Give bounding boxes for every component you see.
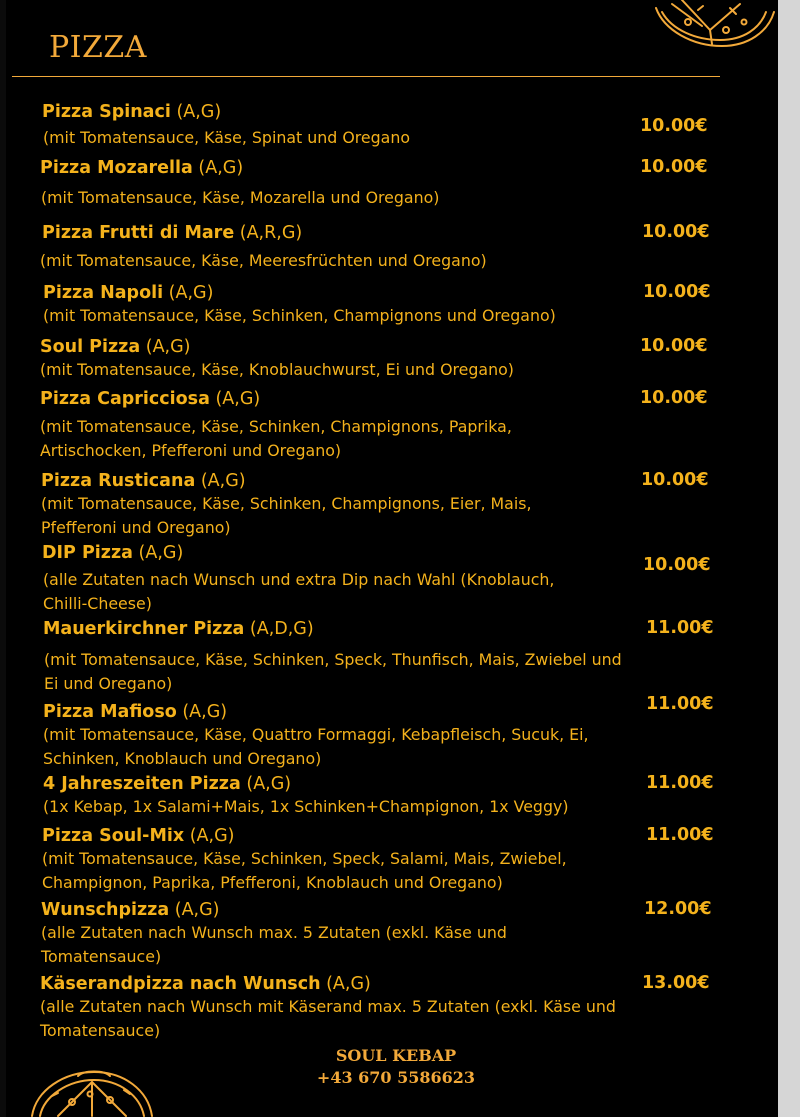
item-name: Pizza Mozarella (A,G) <box>40 158 244 178</box>
item-description: (alle Zutaten nach Wunsch und extra Dip nach Wahl (Knoblauch, Chilli-Cheese) <box>43 570 555 613</box>
item-price: 11.00€ <box>646 694 714 714</box>
item-description: (alle Zutaten nach Wunsch max. 5 Zutaten (exkl. Käse und Tomatensauce) <box>41 923 507 966</box>
item-price: 12.00€ <box>644 899 712 919</box>
item-description: (mit Tomatensauce, Käse, Quattro Formaggi, Kebapfleisch, Sucuk, Ei, Schinken, Knoblauch und Oregano) <box>43 725 589 768</box>
item-name: Pizza Frutti di Mare (A,R,G) <box>42 223 303 243</box>
restaurant-name: SOUL KEBAP <box>335 1046 457 1065</box>
item-description: (mit Tomatensauce, Käse, Knoblauchwurst, Ei und Oregano) <box>40 360 514 379</box>
item-price: 10.00€ <box>641 470 709 490</box>
item-description: (mit Tomatensauce, Käse, Schinken, Champignons und Oregano) <box>43 306 556 325</box>
item-price: 11.00€ <box>646 618 714 638</box>
phone-number[interactable]: +43 670 5586623 <box>316 1068 476 1087</box>
item-price: 10.00€ <box>642 222 710 242</box>
footer-contact <box>306 1045 486 1089</box>
item-description: (mit Tomatensauce, Käse, Schinken, Champignons, Eier, Mais, Pfefferoni und Oregano) <box>41 494 532 537</box>
item-name: DIP Pizza (A,G) <box>42 543 184 563</box>
item-name: Käserandpizza nach Wunsch (A,G) <box>40 974 371 994</box>
pizza-sketch-icon <box>28 1066 156 1117</box>
item-description: (1x Kebap, 1x Salami+Mais, 1x Schinken+Champignon, 1x Veggy) <box>43 797 569 816</box>
item-name: Mauerkirchner Pizza (A,D,G) <box>43 619 314 639</box>
item-description: (alle Zutaten nach Wunsch mit Käserand max. 5 Zutaten (exkl. Käse und Tomatensauce) <box>40 997 616 1040</box>
item-name: Wunschpizza (A,G) <box>41 900 220 920</box>
item-price: 11.00€ <box>646 825 714 845</box>
item-description: (mit Tomatensauce, Käse, Mozarella und Oregano) <box>41 188 440 207</box>
item-price: 10.00€ <box>640 116 708 136</box>
item-price: 11.00€ <box>646 773 714 793</box>
item-description: (mit Tomatensauce, Käse, Schinken, Speck, Thunfisch, Mais, Zwiebel und Ei und Oregano) <box>44 650 622 693</box>
item-price: 13.00€ <box>642 973 710 993</box>
item-name: Pizza Mafioso (A,G) <box>43 702 228 722</box>
item-name: Pizza Napoli (A,G) <box>43 283 214 303</box>
item-price: 10.00€ <box>640 157 708 177</box>
item-name: Pizza Spinaci (A,G) <box>42 102 222 122</box>
menu-page <box>6 0 778 1117</box>
item-name: Soul Pizza (A,G) <box>40 337 191 357</box>
item-price: 10.00€ <box>643 282 711 302</box>
page-edge <box>778 0 800 1117</box>
item-description: (mit Tomatensauce, Käse, Meeresfrüchten und Oregano) <box>40 251 487 270</box>
item-description: (mit Tomatensauce, Käse, Schinken, Speck, Salami, Mais, Zwiebel, Champignon, Paprika, Pfefferoni, Knoblauch und Oregano) <box>42 849 567 892</box>
item-price: 10.00€ <box>640 388 708 408</box>
item-description: (mit Tomatensauce, Käse, Spinat und Oregano <box>43 128 411 147</box>
item-price: 10.00€ <box>643 555 711 575</box>
item-name: 4 Jahreszeiten Pizza (A,G) <box>43 774 292 794</box>
pizza-sketch-icon <box>652 0 776 50</box>
item-name: Pizza Capricciosa (A,G) <box>40 389 261 409</box>
item-description: (mit Tomatensauce, Käse, Schinken, Champignons, Paprika, Artischocken, Pfefferoni und Oregano) <box>40 417 512 460</box>
item-name: Pizza Rusticana (A,G) <box>41 471 246 491</box>
item-price: 10.00€ <box>640 336 708 356</box>
item-name: Pizza Soul-Mix (A,G) <box>42 826 235 846</box>
title-divider <box>12 76 720 77</box>
page-title: PIZZA <box>49 30 147 65</box>
